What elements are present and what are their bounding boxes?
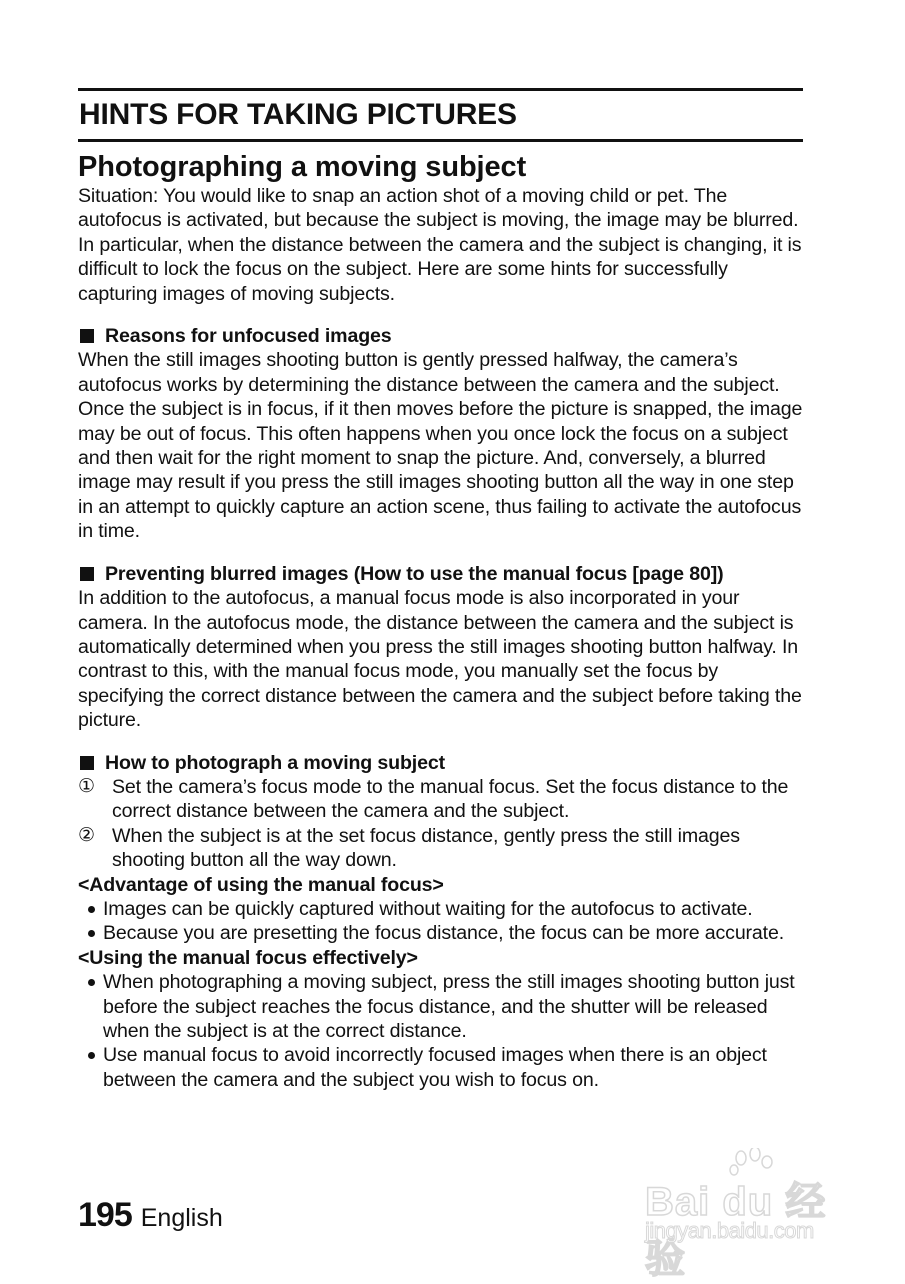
black-square-icon bbox=[80, 567, 94, 581]
page-language: English bbox=[140, 1204, 223, 1232]
effective-bullet-2 bbox=[78, 1043, 803, 1092]
black-square-icon bbox=[80, 329, 94, 343]
subhead-reasons bbox=[78, 324, 803, 348]
advantage-bullet-1-text: Images can be quickly captured without waiting for the autofocus to activate. bbox=[103, 897, 753, 920]
step-2-text: When the subject is at the set focus distance, gently press the still images shooting button all the way down. bbox=[112, 824, 740, 872]
advantage-bullet-2 bbox=[78, 921, 803, 945]
advantage-heading: <Advantage of using the manual focus> bbox=[78, 873, 444, 896]
watermark-url: jingyan.baidu.com bbox=[645, 1218, 814, 1243]
step-1 bbox=[78, 775, 803, 824]
watermark-brand: Bai du 经验 bbox=[645, 1180, 827, 1281]
intro-paragraph: Situation: You would like to snap an action shot of a moving child or pet. The autofocus is activated, but because the subject is moving, the image may be blurred. In particular, when the distance between the camera and the subject is changing, it is difficult to lock the focus on the subject. Here are some hints for successfully capturing images of moving subjects. bbox=[78, 185, 802, 305]
manual-page bbox=[78, 88, 803, 1092]
subhead-reasons-label: Reasons for unfocused images bbox=[105, 325, 392, 348]
baidu-watermark bbox=[645, 1148, 855, 1281]
black-square-icon bbox=[80, 756, 94, 770]
chapter-rule bbox=[78, 139, 803, 142]
step-1-text: Set the camera’s focus mode to the manual focus. Set the focus distance to the correct distance between the camera and the subject. bbox=[112, 775, 789, 823]
effective-bullet-2-text: Use manual focus to avoid incorrectly focused images when there is an object between the camera and the subject you wish to focus on. bbox=[103, 1044, 767, 1091]
bullet-icon bbox=[78, 897, 103, 921]
preventing-paragraph: In addition to the autofocus, a manual focus mode is also incorporated in your camera. In the autofocus mode, the distance between the camera and the subject is automatically determined when you press the still images shooting button halfway. In contrast to this, with the manual focus mode, you manually set the focus by specifying the correct distance between the camera and the subject before taking the picture. bbox=[78, 587, 802, 732]
effective-bullet-1 bbox=[78, 970, 803, 1043]
reasons-paragraph: When the still images shooting button is gently pressed halfway, the camera’s autofocus works by determining the distance between the camera and the subject. Once the subject is in focus, if it then moves before the picture is snapped, the image may be out of focus. This often happens when you once lock the focus on a subject and then wait for the right moment to snap the picture. And, conversely, a blurred image may result if you press the still images shooting button all the way in one step in an attempt to quickly capture an action scene, thus failing to activate the autofocus in time. bbox=[78, 349, 803, 543]
bullet-icon bbox=[78, 1043, 103, 1092]
advantage-bullet-2-text: Because you are presetting the focus distance, the focus can be more accurate. bbox=[103, 922, 785, 945]
bullet-icon bbox=[78, 970, 103, 1043]
subhead-preventing bbox=[78, 562, 803, 586]
effective-bullet-1-text: When photographing a moving subject, press the still images shooting button just before the subject reaches the focus distance, and the shutter will be released when the subject is at the correct distance. bbox=[103, 971, 795, 1042]
subhead-how-to bbox=[78, 751, 803, 775]
effective-heading: <Using the manual focus effectively> bbox=[78, 946, 418, 969]
advantage-bullet-1 bbox=[78, 897, 803, 921]
section-title: Photographing a moving subject bbox=[78, 151, 527, 183]
subhead-how-to-label: How to photograph a moving subject bbox=[105, 751, 445, 774]
step-2 bbox=[78, 824, 803, 873]
chapter-title: HINTS FOR TAKING PICTURES bbox=[79, 98, 517, 131]
subhead-preventing-label: Preventing blurred images (How to use the manual focus [page 80]) bbox=[105, 562, 724, 585]
circled-number-2-icon: ② bbox=[78, 824, 95, 846]
page-footer bbox=[78, 1196, 223, 1235]
page-number: 195 bbox=[78, 1196, 132, 1234]
bullet-icon bbox=[78, 921, 103, 945]
circled-number-1-icon: ① bbox=[78, 775, 95, 797]
